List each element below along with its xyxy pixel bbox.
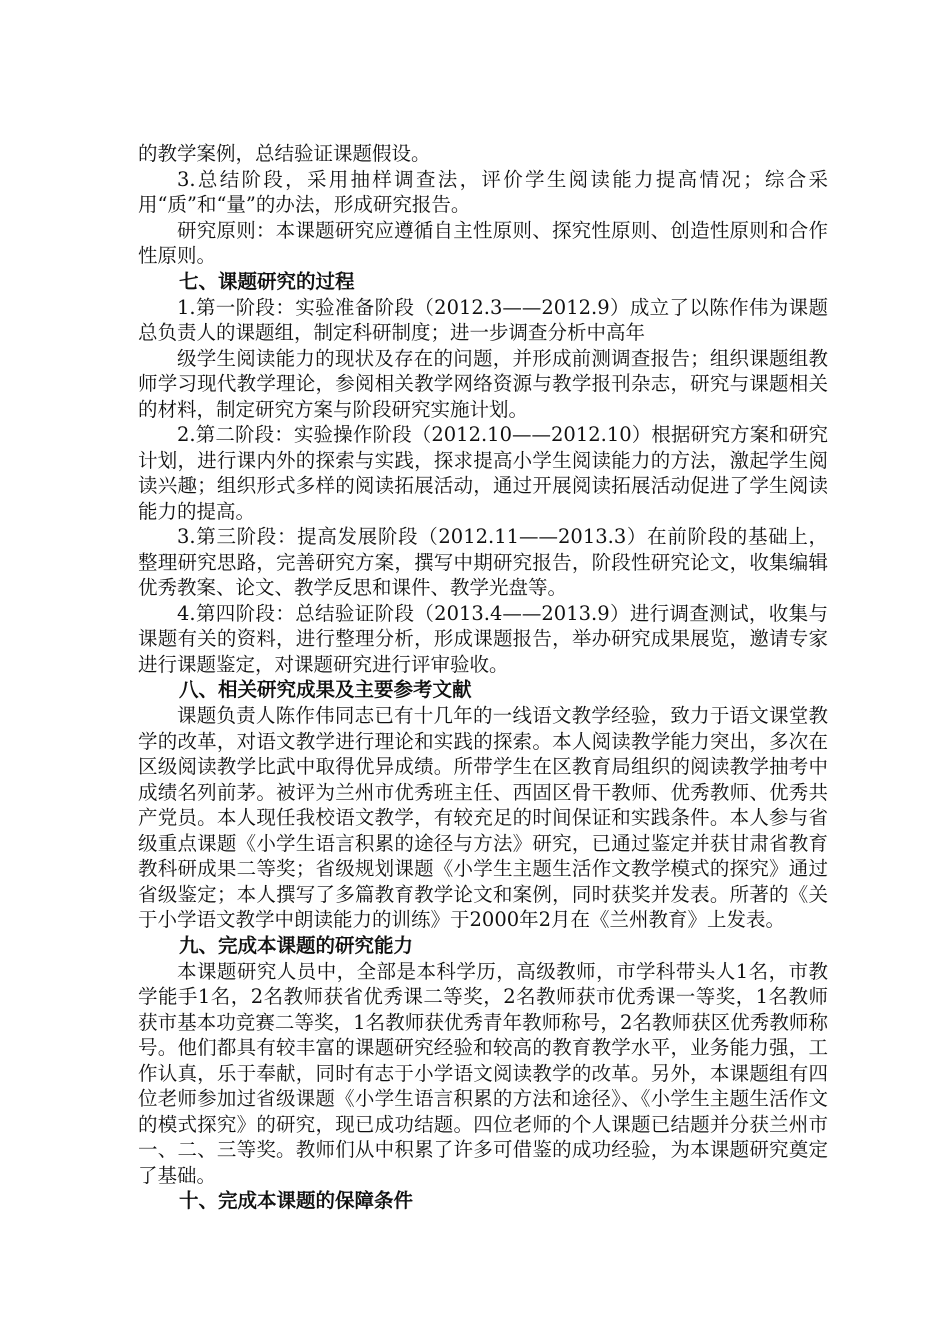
paragraph-case-summary: 的教学案例，总结验证课题假设。	[138, 142, 431, 165]
paragraph-research-results: 课题负责人陈作伟同志已有十几年的一线语文教学经验，致力于语文课堂教学的改革，对语文教学进行理论和实践的探索。本人阅读教学能力突出，多次在区级阅读教学比武中取得优异成绩。所带学生在区教育局组织的阅读教学抽考中成绩名列前茅。被评为兰州市优秀班主任、西固区骨干教师、优秀教师、优秀共产党员。本人现任我校语文教学，有较充足的时间保证和实践条件。本人参与省级重点课题《小学生语言积累的途径与方法》研究，已通过鉴定并获甘肃省教育教科研成果二等奖；省级规划课题《小学生主题生活作文教学模式的探究》通过省级鉴定；本人撰写了多篇教育教学论文和案例，同时获奖并发表。所著的《关于小学语文教学中朗读能力的训练》于2000年2月在《兰州教育》上发表。	[138, 704, 828, 931]
paragraph-stage-1: 1.第一阶段：实验准备阶段（2012.3——2012.9）成立了以陈作伟为课题总负责人的课题组，制定科研制度；进一步调查分析中高年	[138, 295, 828, 344]
paragraph-stage-1-cont: 级学生阅读能力的现状及存在的问题，并形成前测调查报告；组织课题组教师学习现代教学理论，参阅相关教学网络资源与教学报刊杂志，研究与课题相关的材料，制定研究方案与阶段研究实施计划。	[138, 346, 828, 421]
section-heading-10: 十、完成本课题的保障条件	[179, 1189, 414, 1212]
document-page	[138, 141, 828, 1214]
paragraph-research-principles: 研究原则：本课题研究应遵循自主性原则、探究性原则、创造性原则和合作性原则。	[138, 218, 828, 267]
paragraph-stage-3: 3.第三阶段：提高发展阶段（2012.11——2013.3）在前阶段的基础上，整理研究思路，完善研究方案，撰写中期研究报告，阶段性研究论文，收集编辑优秀教案、论文、教学反思和课件、教学光盘等。	[138, 525, 828, 599]
paragraph-stage-4: 4.第四阶段：总结验证阶段（2013.4——2013.9）进行调查测试，收集与课题有关的资料，进行整理分析，形成课题报告，举办研究成果展览，邀请专家进行课题鉴定，对课题研究进行评审验收。	[138, 601, 828, 676]
paragraph-stage-2: 2.第二阶段：实验操作阶段（2012.10——2012.10）根据研究方案和研究计划，进行课内外的探索与实践，探求提高小学生阅读能力的方法，激起学生阅读兴趣；组织形式多样的阅读拓展活动，通过开展阅读拓展活动促进了学生阅读能力的提高。	[138, 423, 828, 523]
section-heading-7: 七、课题研究的过程	[179, 269, 355, 293]
paragraph-summary-stage: 3.总结阶段，采用抽样调查法，评价学生阅读能力提高情况；综合采用“质”和“量”的办法，形成研究报告。	[138, 167, 828, 216]
paragraph-research-capability: 本课题研究人员中，全部是本科学历，高级教师，市学科带头人1名，市教学能手1名，2名教师获省优秀课二等奖，2名教师获市优秀课一等奖，1名教师获市基本功竞赛二等奖，1名教师获优秀青年教师称号，2名教师获区优秀教师称号。他们都具有较丰富的课题研究经验和较高的教育教学水平，业务能力强，工作认真，乐于奉献，同时有志于小学语文阅读教学的改革。另外，本课题组有四位老师参加过省级课题《小学生语言积累的方法和途径》、《小学生主题生活作文的模式探究》的研究，现已成功结题。四位老师的个人课题已结题并分获兰州市一、二、三等奖。教师们从中积累了许多可借鉴的成功经验，为本课题研究奠定了基础。	[138, 959, 828, 1187]
section-heading-9: 九、完成本课题的研究能力	[179, 933, 414, 957]
section-heading-8: 八、相关研究成果及主要参考文献	[179, 678, 472, 701]
